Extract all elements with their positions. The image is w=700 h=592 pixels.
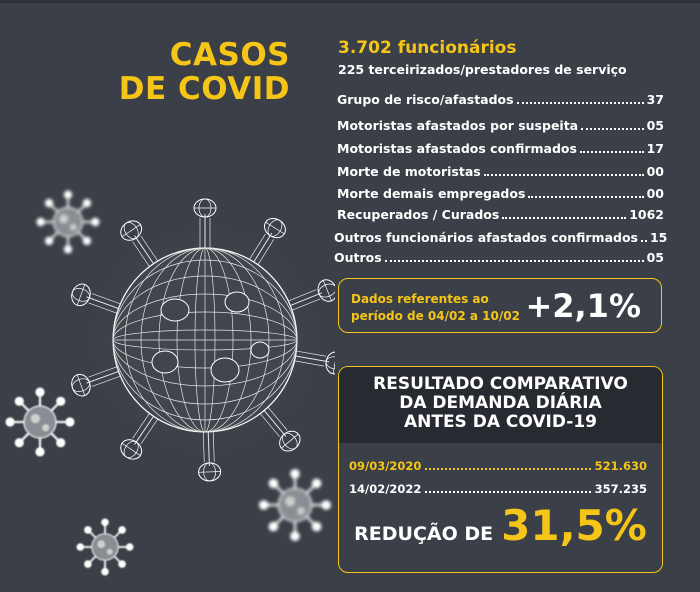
stat-row	[337, 139, 664, 157]
stat-value: 15	[649, 230, 668, 245]
reduction-value: 31,5%	[501, 501, 647, 550]
employee-count: 3.702 funcionários	[338, 38, 517, 58]
comparison-row	[349, 457, 647, 473]
stat-row	[334, 228, 668, 246]
page-title	[98, 38, 290, 106]
stat-label: Outros	[334, 250, 382, 265]
comparison-title-line: RESULTADO COMPARATIVO	[373, 374, 628, 394]
dot-leader	[581, 128, 643, 130]
stat-row	[337, 205, 664, 223]
comparison-row	[349, 480, 647, 496]
dot-leader	[528, 196, 643, 198]
period-description	[351, 291, 520, 325]
stat-label: Outros funcionários afastados confirmados	[334, 230, 638, 245]
stat-label: Motoristas afastados confirmados	[337, 141, 577, 156]
period-line-2: período de 04/02 a 10/02	[351, 309, 520, 323]
comparison-value: 521.630	[594, 459, 647, 473]
stat-label: Recuperados / Curados	[337, 207, 500, 222]
dot-leader	[641, 240, 647, 242]
stat-row	[334, 248, 664, 266]
dot-leader	[425, 491, 590, 493]
stat-value: 05	[646, 118, 664, 133]
stat-value: 00	[646, 164, 664, 179]
stat-value: 1062	[629, 207, 664, 222]
stat-row	[337, 116, 664, 134]
title-line-1: CASOS	[169, 37, 290, 73]
stat-label: Morte de motoristas	[337, 164, 481, 179]
dot-leader	[517, 102, 644, 104]
stat-row	[337, 162, 664, 180]
period-percent: +2,1%	[525, 287, 641, 325]
comparison-date: 09/03/2020	[349, 459, 422, 473]
stat-row	[337, 90, 664, 108]
period-line-1: Dados referentes ao	[351, 292, 489, 306]
stat-value: 37	[646, 92, 664, 107]
comparison-title-line: DA DEMANDA DIÁRIA	[399, 393, 602, 413]
comparison-header	[339, 367, 662, 443]
comparison-title-line: ANTES DA COVID-19	[403, 412, 598, 432]
comparison-value: 357.235	[594, 482, 647, 496]
dot-leader	[502, 217, 626, 219]
dot-leader	[385, 260, 644, 262]
comparison-box	[338, 366, 663, 573]
dot-leader	[425, 468, 590, 470]
dot-leader	[484, 174, 644, 176]
reduction-label: REDUÇÃO DE	[354, 523, 494, 545]
dot-leader	[580, 151, 644, 153]
comparison-date: 14/02/2022	[349, 482, 422, 496]
stat-row	[337, 184, 664, 202]
stat-label: Motoristas afastados por suspeita	[337, 118, 579, 133]
coronavirus-wireframe-icon	[0, 180, 335, 592]
stat-value: 00	[646, 186, 664, 201]
stat-label: Morte demais empregados	[337, 186, 526, 201]
period-box	[338, 278, 662, 333]
outsourced-count: 225 terceirizados/prestadores de serviço	[338, 62, 627, 77]
stat-label: Grupo de risco/afastados	[337, 92, 514, 107]
title-line-2: DE COVID	[118, 71, 290, 107]
stat-value: 17	[646, 141, 664, 156]
comparison-title	[339, 375, 662, 432]
reduction	[339, 501, 662, 550]
top-divider	[0, 0, 700, 3]
stat-value: 05	[646, 250, 664, 265]
